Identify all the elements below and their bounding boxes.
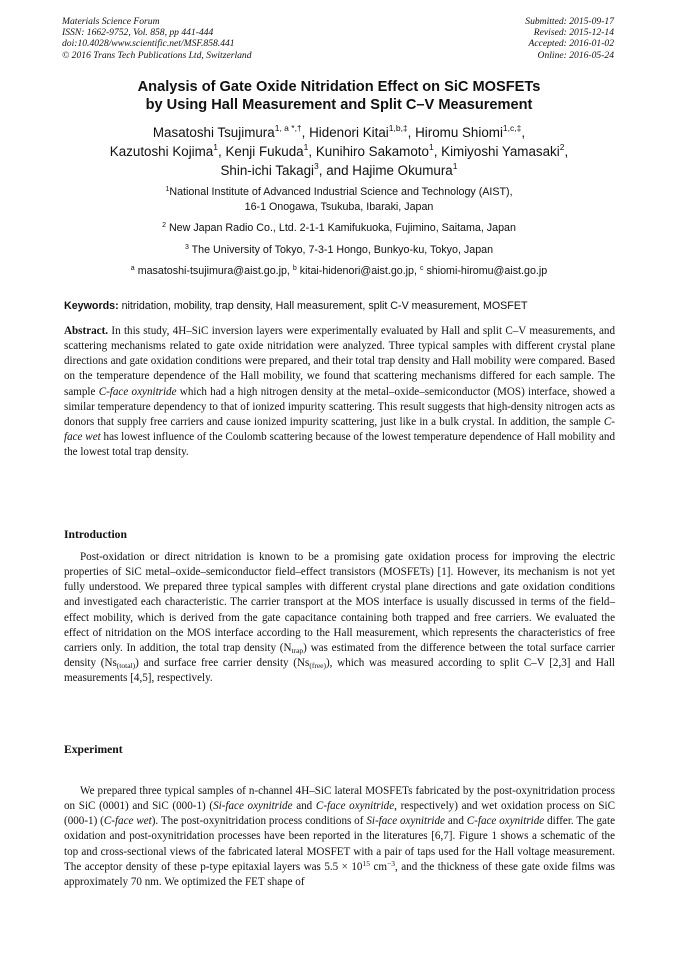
superscript: 15	[362, 858, 370, 868]
author-separator: , and	[318, 163, 353, 178]
author-superscript: 1	[303, 142, 309, 152]
author-name: Hajime Okumura	[352, 163, 453, 178]
journal-header-left	[62, 16, 252, 61]
affiliation-mark: 1	[165, 186, 170, 193]
author-superscript: 2	[559, 142, 565, 152]
affiliation-1	[40, 185, 638, 215]
author-name: Hiromu Shiomi	[415, 125, 503, 140]
subscript: (total)	[116, 661, 136, 671]
sample-name: Si-face oxynitride	[213, 800, 293, 813]
subscript: (free)	[309, 661, 326, 671]
keywords	[64, 299, 624, 313]
journal-name: Materials Science Forum	[62, 16, 160, 27]
author-name: Kunihiro Sakamoto	[315, 144, 429, 159]
author-name: Kimiyoshi Yamasaki	[441, 144, 560, 159]
journal-header-right	[525, 16, 614, 61]
author-name: Kazutoshi Kojima	[109, 144, 214, 159]
submitted-date: Submitted: 2015-09-17	[525, 16, 614, 27]
superscript: −3	[387, 858, 395, 868]
email-mark: b	[292, 265, 297, 272]
introduction-text: ), which was measured according to split C–V [2,3] and Hall measurements [4,5], respectively.	[64, 657, 615, 685]
abstract-label: Abstract.	[64, 325, 109, 337]
experiment-text: , and the thickness of these gate oxide films was approximately 70 nm. We optimized the FET shape of	[64, 860, 615, 888]
experiment-text: cm	[369, 860, 387, 873]
author-superscript: 3	[314, 161, 319, 171]
author-name: Hidenori Kitai	[309, 125, 389, 140]
author-superscript: 1, a *,†	[274, 123, 302, 133]
author-name: Masatoshi Tsujimura	[152, 125, 275, 140]
email-line	[40, 264, 638, 279]
title-line-1: Analysis of Gate Oxide Nitridation Effect on SiC MOSFETs	[137, 79, 541, 95]
subscript: trap	[291, 645, 304, 655]
sample-name: C-face oxynitride	[315, 800, 395, 813]
author-separator: ,	[433, 144, 442, 159]
paper-title	[40, 78, 638, 114]
issn-line: ISSN: 1662-9752, Vol. 858, pp 441-444	[62, 27, 214, 39]
introduction-text: ) and surface free carrier density (Ns	[135, 657, 310, 670]
copyright-line: © 2016 Trans Tech Publications Ltd, Switzerland	[62, 49, 252, 61]
experiment-text: and	[292, 800, 316, 813]
author-separator: ,	[521, 125, 526, 140]
author-superscript: 1,c,‡	[502, 123, 522, 133]
email-a[interactable]: masatoshi-tsujimura@aist.go.jp,	[137, 265, 290, 277]
online-date: Online: 2016-05-24	[537, 49, 614, 61]
experiment-body	[64, 784, 615, 890]
experiment-text: and	[444, 815, 467, 828]
affiliation-mark: 3	[184, 244, 189, 251]
affiliation-text: The University of Tokyo, 7-3-1 Hongo, Bunkyo-ku, Tokyo, Japan	[191, 244, 494, 256]
author-superscript: 1	[213, 142, 218, 152]
author-name: Shin-ichi Takagi	[220, 163, 315, 178]
abstract	[64, 324, 615, 460]
abstract-sample-name: C-face oxynitride	[98, 385, 177, 398]
sample-name: Si-face oxynitride	[366, 815, 445, 828]
abstract-text: has lowest influence of the Coulomb scattering because of the lowest temperature dependence of Hall mobility and the lowest total trap density.	[64, 431, 615, 459]
title-line-2: by Using Hall Measurement and Split C–V Measurement	[145, 97, 533, 113]
keywords-text: nitridation, mobility, trap density, Hall measurement, split C-V measurement, MOSFET	[118, 300, 528, 312]
introduction-heading: Introduction	[64, 528, 127, 541]
author-separator: ,	[407, 125, 416, 140]
affiliation-2	[40, 221, 638, 236]
revised-date: Revised: 2015-12-14	[533, 27, 614, 39]
author-superscript: 1	[452, 161, 458, 171]
author-superscript: 1,b,‡	[388, 123, 408, 133]
abstract-sample-name: C-face wet	[64, 415, 615, 444]
sample-name: C-face wet	[103, 815, 152, 828]
author-superscript: 1	[428, 142, 434, 152]
abstract-text: In this study, 4H–SiC inversion layers were experimentally evaluated by Hall and split C–V measurements, and scattering mechanisms related to gate oxide nitridation were analyzed. Three typical samples with different crystal plane directions and gate oxidation conditions were prepared, and their total trap density and Hall mobility were compared. Based on the temperature dependence of the Hall mobility, we found that scattering mechanisms differed for each sample. The sample	[64, 325, 615, 398]
introduction-text: Post-oxidation or direct nitridation is known to be a promising gate oxidation process for improving the electric properties of SiC metal–oxide–semiconductor field–effect transistors (MOSFETs) [1]. However, its mechanism is not yet fully understood. We prepared three typical samples with different crystal plane directions and gate oxidation conditions and investigated each characteristic. The carrier transport at the MOS interface is usually discussed in terms of the field–effect mobility, which is derived from the gate capacitance containing both trapped and free carriers. We evaluated the effect of nitridation on the MOS interface according to the Hall measurement, which represents the characteristics of free carriers only. In addition, the total trap density (N	[64, 551, 615, 654]
author-separator: ,	[564, 144, 569, 159]
affiliation-text: New Japan Radio Co., Ltd. 2-1-1 Kamifukuoka, Fujimino, Saitama, Japan	[168, 222, 516, 234]
author-name: Kenji Fukuda	[225, 144, 304, 159]
email-c[interactable]: shiomi-hiromu@aist.go.jp	[426, 265, 548, 277]
accepted-date: Accepted: 2016-01-02	[528, 38, 614, 50]
introduction-text: ) was estimated from the difference between the total surface carrier density (Ns	[64, 641, 615, 670]
experiment-text: differ. The gate oxidation and post-oxynitridation processes have been reported in the literatures [6,7]. Figure 1 shows a schematic of the top and cross-sectional views of the fabricated lateral MOSFET with a pair of taps used for the Hall voltage measurement. The acceptor density of these p-type epitaxial layers was 5.5 × 10	[64, 815, 615, 873]
author-separator: ,	[301, 125, 310, 140]
experiment-text: We prepared three typical samples of n-channel 4H–SiC lateral MOSFETs fabricated by the post-oxynitridation process on SiC (0001) and SiC (000-1) (	[64, 785, 615, 813]
abstract-text: which had a high nitrogen density at the metal–oxide–semiconductor (MOS) interface, showed a similar temperature dependency to that of ionized impurity scattering. This result suggests that high-density nitrogen acts as donors that supply free carriers and cause ionized impurity scattering, just like in a bulk crystal. In addition, the sample	[64, 385, 615, 428]
email-b[interactable]: kitai-hidenori@aist.go.jp,	[299, 265, 417, 277]
author-separator: ,	[218, 144, 226, 159]
affiliation-text: 16-1 Onogawa, Tsukuba, Ibaraki, Japan	[244, 201, 434, 213]
experiment-text: ). The post-oxynitridation process conditions of	[151, 815, 367, 828]
doi-line[interactable]: doi:10.4028/www.scientific.net/MSF.858.441	[62, 38, 235, 50]
affiliation-text: National Institute of Advanced Industrial Science and Technology (AIST),	[169, 186, 513, 198]
keywords-label: Keywords:	[64, 300, 119, 312]
affiliation-3	[40, 243, 638, 258]
affiliation-mark: 2	[162, 222, 166, 229]
email-mark: c	[419, 265, 424, 272]
author-list	[40, 123, 638, 180]
sample-name: C-face oxynitride	[466, 815, 545, 828]
experiment-heading: Experiment	[64, 743, 123, 756]
email-mark: a	[130, 265, 135, 272]
author-separator: ,	[308, 144, 316, 159]
experiment-text: , respectively) and wet oxidation process on SiC (000-1) (	[64, 800, 615, 828]
introduction-body	[64, 550, 615, 686]
